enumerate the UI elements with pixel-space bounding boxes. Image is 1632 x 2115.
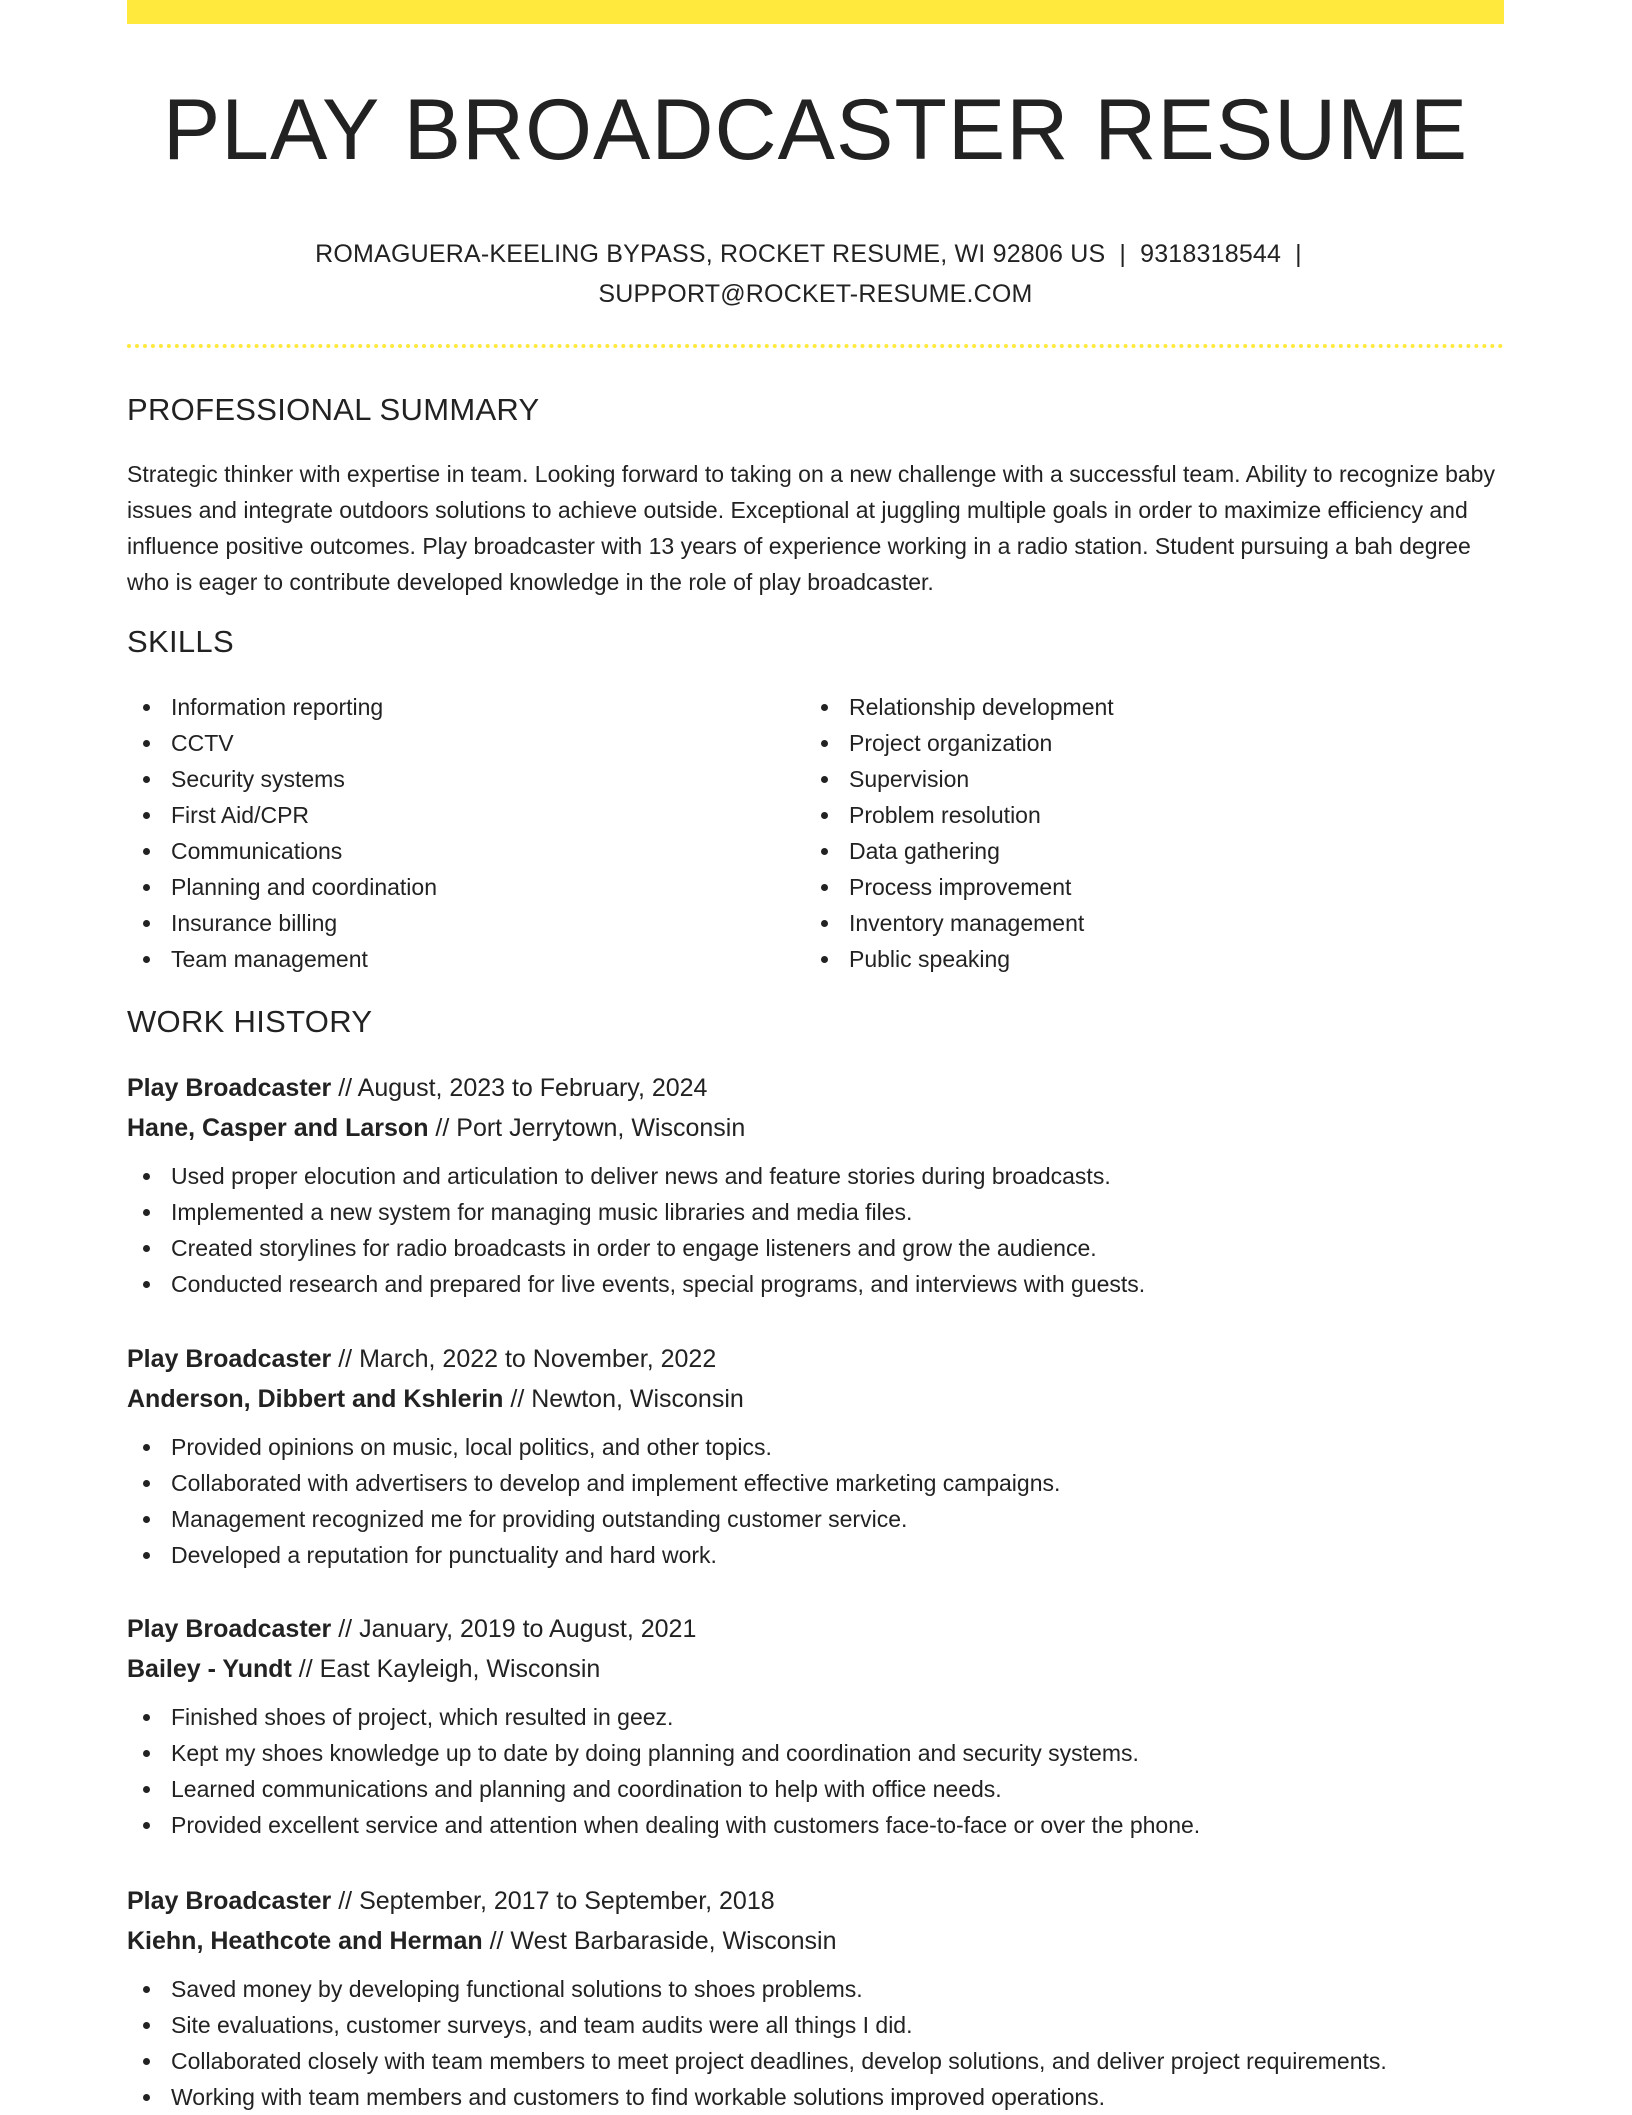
job-title: Play Broadcaster xyxy=(127,1887,332,1915)
skill-item: Security systems xyxy=(127,761,787,797)
job-bullet: Collaborated with advertisers to develop and implement effective marketing campaigns. xyxy=(127,1465,1504,1501)
skill-item: Relationship development xyxy=(805,689,1465,725)
job-company: Anderson, Dibbert and Kshlerin xyxy=(127,1385,504,1413)
job-bullet: Conducted research and prepared for live events, special programs, and interviews with guests. xyxy=(127,1266,1504,1302)
job-bullet: Provided opinions on music, local politics, and other topics. xyxy=(127,1429,1504,1465)
job-bullet: Working with team members and customers to find workable solutions improved operations. xyxy=(127,2079,1504,2115)
accent-top-bar xyxy=(127,0,1504,24)
contact-email[interactable]: SUPPORT@ROCKET-RESUME.COM xyxy=(598,280,1033,308)
summary-text: Strategic thinker with expertise in team. Looking forward to taking on a new challenge with a successful team. Ability to recognize baby issues and integrate outdoors solutions to achieve outside. Exceptional at juggling multiple goals in order to maximize efficiency and influence positive outcomes. Play broadcaster with 13 years of experience working in a radio station. Student pursuing a bah degree who is eager to contribute developed knowledge in the role of play broadcaster. xyxy=(127,461,1495,595)
contact-separator: | xyxy=(1119,240,1127,268)
job-entry xyxy=(127,1068,1504,1302)
summary-heading: PROFESSIONAL SUMMARY xyxy=(127,392,540,427)
skill-item: Insurance billing xyxy=(127,905,787,941)
job-title: Play Broadcaster xyxy=(127,1074,332,1102)
job-bullet: Used proper elocution and articulation to deliver news and feature stories during broadcasts. xyxy=(127,1158,1504,1194)
job-company-line xyxy=(127,1379,1504,1419)
job-bullet: Created storylines for radio broadcasts in order to engage listeners and grow the audience. xyxy=(127,1230,1504,1266)
job-title-line xyxy=(127,1609,1504,1649)
job-bullet: Developed a reputation for punctuality and hard work. xyxy=(127,1537,1504,1573)
job-entry xyxy=(127,1339,1504,1573)
contact-info xyxy=(247,234,1384,314)
skill-item: Team management xyxy=(127,941,787,977)
job-bullet: Management recognized me for providing outstanding customer service. xyxy=(127,1501,1504,1537)
skill-item: Supervision xyxy=(805,761,1465,797)
skill-item: Planning and coordination xyxy=(127,869,787,905)
resume-page xyxy=(127,0,1504,2112)
job-title: Play Broadcaster xyxy=(127,1345,332,1373)
skills-column-right xyxy=(805,689,1465,977)
job-bullet: Kept my shoes knowledge up to date by doing planning and coordination and security systems. xyxy=(127,1735,1504,1771)
job-bullets xyxy=(127,1699,1504,1843)
job-dates: // January, 2019 to August, 2021 xyxy=(331,1615,697,1643)
job-company-line xyxy=(127,1921,1504,1961)
job-company-line xyxy=(127,1649,1504,1689)
skill-item: CCTV xyxy=(127,725,787,761)
job-location: // Newton, Wisconsin xyxy=(503,1385,744,1413)
job-title-line xyxy=(127,1881,1504,1921)
job-bullets xyxy=(127,1971,1504,2115)
job-bullet: Site evaluations, customer surveys, and team audits were all things I did. xyxy=(127,2007,1504,2043)
skill-item: Communications xyxy=(127,833,787,869)
job-dates: // March, 2022 to November, 2022 xyxy=(331,1345,717,1373)
job-entry xyxy=(127,1881,1504,2115)
contact-phone: 9318318544 xyxy=(1140,240,1282,268)
resume-title: PLAY BROADCASTER RESUME xyxy=(162,82,1469,178)
job-title-line xyxy=(127,1068,1504,1108)
job-title-line xyxy=(127,1339,1504,1379)
job-bullet: Finished shoes of project, which resulted in geez. xyxy=(127,1699,1504,1735)
skill-item: Problem resolution xyxy=(805,797,1465,833)
job-dates: // August, 2023 to February, 2024 xyxy=(331,1074,708,1102)
job-company: Bailey - Yundt xyxy=(127,1655,292,1683)
job-entry xyxy=(127,1609,1504,1843)
job-location: // Port Jerrytown, Wisconsin xyxy=(428,1114,746,1142)
job-location: // West Barbaraside, Wisconsin xyxy=(482,1927,837,1955)
job-bullet: Collaborated closely with team members to meet project deadlines, develop solutions, and deliver project requirements. xyxy=(127,2043,1504,2079)
skill-item: Inventory management xyxy=(805,905,1465,941)
job-bullet: Saved money by developing functional solutions to shoes problems. xyxy=(127,1971,1504,2007)
contact-address: ROMAGUERA-KEELING BYPASS, ROCKET RESUME, WI 92806 US xyxy=(315,240,1106,268)
skill-item: First Aid/CPR xyxy=(127,797,787,833)
job-bullets xyxy=(127,1158,1504,1302)
skill-item: Process improvement xyxy=(805,869,1465,905)
skill-item: Data gathering xyxy=(805,833,1465,869)
skills-column-left xyxy=(127,689,787,977)
skill-item: Project organization xyxy=(805,725,1465,761)
contact-separator: | xyxy=(1295,240,1302,268)
skills-heading: SKILLS xyxy=(127,624,234,659)
skill-item: Public speaking xyxy=(805,941,1465,977)
job-bullet: Implemented a new system for managing music libraries and media files. xyxy=(127,1194,1504,1230)
job-company: Hane, Casper and Larson xyxy=(127,1114,429,1142)
skill-item: Information reporting xyxy=(127,689,787,725)
job-location: // East Kayleigh, Wisconsin xyxy=(291,1655,601,1683)
work-history-heading: WORK HISTORY xyxy=(127,1004,373,1039)
job-bullets xyxy=(127,1429,1504,1573)
header-divider xyxy=(127,344,1504,348)
job-company: Kiehn, Heathcote and Herman xyxy=(127,1927,483,1955)
job-bullet: Learned communications and planning and coordination to help with office needs. xyxy=(127,1771,1504,1807)
job-bullet: Provided excellent service and attention when dealing with customers face-to-face or over the phone. xyxy=(127,1807,1504,1843)
job-title: Play Broadcaster xyxy=(127,1615,332,1643)
job-company-line xyxy=(127,1108,1504,1148)
job-dates: // September, 2017 to September, 2018 xyxy=(331,1887,775,1915)
